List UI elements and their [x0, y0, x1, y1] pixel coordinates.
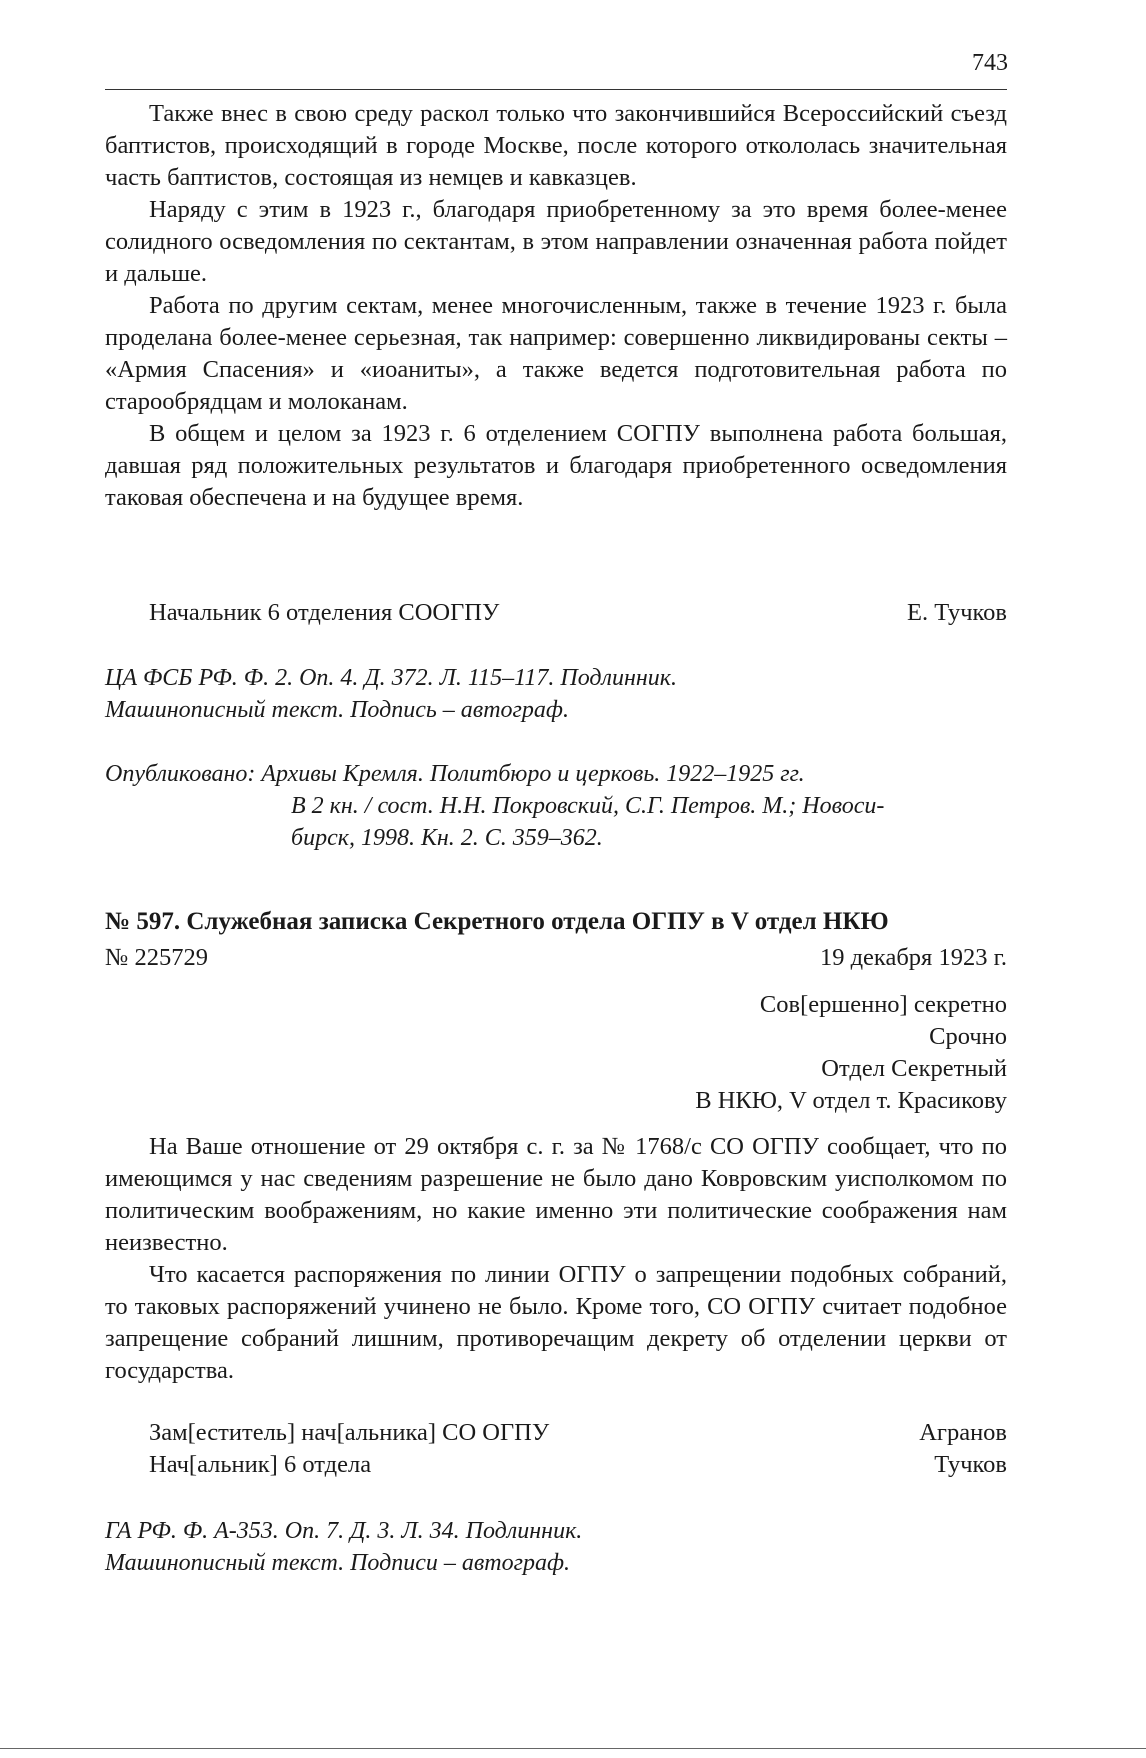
paragraph: На Ваше отношение от 29 октября с. г. за № 1768/с СО ОГПУ сообщает, что по имеющимся у нас сведениям разрешение не было дано Ковровским уисполкомом по политическим воображениям, но какие именно эти политические соображения нам неизвестно.: [105, 1133, 1007, 1256]
publication-note: [105, 758, 1007, 854]
archive-source-1: [105, 662, 1007, 726]
source-line: Машинописный текст. Подписи – автограф.: [105, 1550, 571, 1576]
header-line: Срочно: [929, 1023, 1007, 1050]
signature-block-2: [105, 1417, 1007, 1481]
intro-text: [105, 98, 1007, 514]
signature-block-1: [105, 597, 1007, 629]
document-number: № 225729: [105, 944, 209, 971]
source-line: Машинописный текст. Подпись – автограф.: [105, 697, 569, 723]
document-597: [105, 906, 1007, 1579]
header-line: Отдел Секретный: [821, 1055, 1007, 1082]
document-body: [105, 1131, 1007, 1387]
archive-source-2: [105, 1515, 1007, 1579]
published-line: бирск, 1998. Кн. 2. С. 359–362.: [291, 825, 603, 851]
header-line: В НКЮ, V отдел т. Красикову: [695, 1087, 1007, 1114]
paragraph: В общем и целом за 1923 г. 6 отделением СОГПУ выполнена работа большая, давшая ряд положительных результатов и благодаря приобретенного осведомления таковая обеспечена и на будущее время.: [105, 420, 1007, 511]
published-line: В 2 кн. / сост. Н.Н. Покровский, С.Г. Петров. М.; Новоси-: [291, 793, 885, 819]
paragraph: Также внес в свою среду раскол только что закончившийся Всероссийский съезд баптистов, происходящий в городе Москве, после которого откололась значительная часть баптистов, состоящая из немцев и кавказцев.: [105, 100, 1007, 191]
paragraph: Наряду с этим в 1923 г., благодаря приобретенному за это время более-менее солидного осведомления по сектантам, в этом направлении означенная работа пойдет и дальше.: [105, 196, 1007, 287]
signature-position: Зам[еститель] нач[альника] СО ОГПУ: [149, 1419, 550, 1446]
paragraph: Что касается распоряжения по линии ОГПУ о запрещении подобных собраний, то таковых распоряжений учинено не было. Кроме того, СО ОГПУ считает подобное запрещение собраний лишним, противоречащим декрету об отделении церкви от государства.: [105, 1261, 1007, 1384]
source-line: ЦА ФСБ РФ. Ф. 2. Оп. 4. Д. 372. Л. 115–117. Подлинник.: [105, 665, 678, 691]
scan-edge-line: [0, 1748, 1146, 1749]
header-rule: [105, 89, 1007, 90]
signature-position: Нач[альник] 6 отдела: [149, 1451, 372, 1478]
signature-name: Е. Тучков: [906, 599, 1007, 626]
document-header: [105, 989, 1007, 1117]
document-date: 19 декабря 1923 г.: [819, 944, 1007, 971]
source-line: ГА РФ. Ф. А-353. Оп. 7. Д. 3. Л. 34. Подлинник.: [105, 1518, 583, 1544]
signature-position: Начальник 6 отделения СООГПУ: [149, 599, 500, 626]
page-number: 743: [972, 50, 1008, 76]
published-line: Архивы Кремля. Политбюро и церковь. 1922–1925 гг.: [261, 761, 805, 787]
document-title: № 597. Служебная записка Секретного отдела ОГПУ в V отдел НКЮ: [105, 908, 889, 935]
published-label: Опубликовано:: [105, 761, 256, 787]
paragraph: Работа по другим сектам, менее многочисленным, также в течение 1923 г. была проделана более-менее серьезная, так например: совершенно ликвидированы секты – «Армия Спасения» и «иоаниты», а также ведется подготовительная работа по старообрядцам и молоканам.: [105, 292, 1007, 415]
header-line: Сов[ершенно] секретно: [759, 991, 1007, 1018]
signature-name: Тучков: [934, 1451, 1007, 1478]
signature-name: Агранов: [919, 1419, 1007, 1446]
